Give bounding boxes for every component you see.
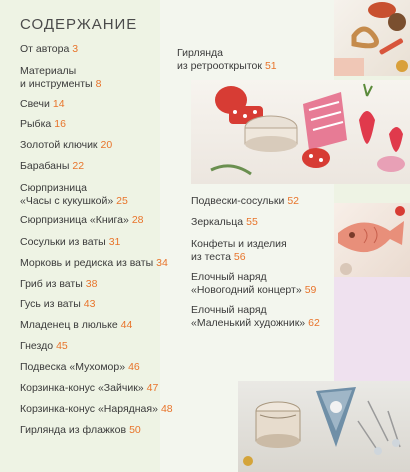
toc-item[interactable] <box>20 381 158 395</box>
toc-item-page: 59 <box>304 284 317 296</box>
pretzel-photo <box>334 0 410 76</box>
fish-photo <box>334 203 410 277</box>
toc-item-page: 20 <box>100 139 113 151</box>
toc-item-title: Елочный наряд <box>191 271 267 283</box>
toc-item-title: «Новогодний концерт» <box>191 284 302 296</box>
toc-item[interactable] <box>177 46 226 60</box>
toc-item-page: 52 <box>287 195 300 207</box>
toc-item[interactable] <box>20 297 95 311</box>
toc-item-page: 8 <box>95 78 102 90</box>
page-title: СОДЕРЖАНИЕ <box>20 16 138 33</box>
toc-item-title: Сюрпризница <box>20 182 88 194</box>
toc-item-title: Рыбка <box>20 118 52 130</box>
toc-item-page: 28 <box>131 214 144 226</box>
toc-item[interactable] <box>191 270 270 284</box>
toc-item[interactable] <box>20 64 79 78</box>
toc-item-title: Гриб из ваты <box>20 278 83 290</box>
toc-item-title: Золотой ключик <box>20 139 98 151</box>
toc-item-page: 51 <box>264 60 277 72</box>
toc-item-title: Зеркальца <box>191 216 244 228</box>
toc-item-title: «Маленький художник» <box>191 317 306 329</box>
toc-item[interactable] <box>191 303 270 317</box>
toc-item-page: 3 <box>72 43 79 55</box>
toc-item[interactable] <box>20 339 68 353</box>
toc-item-title: Барабаны <box>20 160 70 172</box>
toc-item[interactable] <box>20 235 120 249</box>
toc-item-title: Подвеска «Мухомор» <box>20 361 126 373</box>
toc-item[interactable] <box>20 194 128 208</box>
toc-item-title: Материалы <box>20 65 77 77</box>
toc-item-title: Гнездо <box>20 340 54 352</box>
toc-item-title: Корзинка-конус «Зайчик» <box>20 382 144 394</box>
toc-item-page: 38 <box>85 278 98 290</box>
toc-item[interactable] <box>20 181 90 195</box>
toc-item[interactable] <box>20 117 66 131</box>
toc-item-page: 16 <box>54 118 66 130</box>
toc-item-page: 34 <box>156 257 168 269</box>
toc-item-title: из теста <box>191 251 231 263</box>
toc-item[interactable] <box>191 283 316 297</box>
toc-item-title: и инструменты <box>20 78 93 90</box>
toc-item[interactable] <box>20 97 65 111</box>
toc-item-title: из ретрооткрыток <box>177 60 262 72</box>
toc-item[interactable] <box>20 423 141 437</box>
toc-item[interactable] <box>191 194 299 208</box>
toc-item[interactable] <box>20 138 112 152</box>
toc-item-title: Подвески-сосульки <box>191 195 285 207</box>
toc-item-title: Сюрпризница «Книга» <box>20 214 129 226</box>
toc-item[interactable] <box>191 250 246 264</box>
toc-item-page: 25 <box>116 195 128 207</box>
toc-item-title: Гирлянда <box>177 47 224 59</box>
toc-item-title: Гусь из ваты <box>20 298 81 310</box>
toc-item-title: Корзинка-конус «Нарядная» <box>20 403 158 415</box>
toc-item-title: Младенец в люльке <box>20 319 118 331</box>
toc-item-title: Сосульки из ваты <box>20 236 106 248</box>
toc-item-page: 50 <box>129 424 141 436</box>
toc-item[interactable] <box>20 402 173 416</box>
toc-item-page: 31 <box>108 236 121 248</box>
toc-item[interactable] <box>20 360 140 374</box>
toc-item[interactable] <box>177 59 277 73</box>
toc-item-page: 55 <box>246 216 258 228</box>
toc-item[interactable] <box>191 215 258 229</box>
toc-item[interactable] <box>20 159 84 173</box>
toc-item[interactable] <box>191 316 320 330</box>
toc-item-page: 44 <box>120 319 133 331</box>
toc-item[interactable] <box>20 77 101 91</box>
toc-item-title: Морковь и редиска из ваты <box>20 257 154 269</box>
toc-item[interactable] <box>20 318 132 332</box>
toc-item[interactable] <box>20 256 168 270</box>
toc-item-title: Гирлянда из флажков <box>20 424 127 436</box>
toc-item-page: 43 <box>83 298 96 310</box>
toc-item-page: 22 <box>72 160 85 172</box>
toc-item[interactable] <box>20 42 78 56</box>
toy-drum-garland-photo <box>191 80 410 184</box>
toc-item-title: Свечи <box>20 98 50 110</box>
toc-item-title: Конфеты и изделия <box>191 238 287 250</box>
toc-item-title: «Часы с кукушкой» <box>20 195 114 207</box>
toc-item-page: 48 <box>160 403 173 415</box>
drum-and-cone-photo <box>238 381 410 472</box>
toc-item-page: 14 <box>52 98 65 110</box>
toc-item-title: Елочный наряд <box>191 304 267 316</box>
toc-item-page: 47 <box>146 382 159 394</box>
toc-item-page: 62 <box>308 317 320 329</box>
toc-item-title: От автора <box>20 43 70 55</box>
toc-item-page: 45 <box>56 340 68 352</box>
lilac-block <box>334 277 410 381</box>
toc-item[interactable] <box>20 277 97 291</box>
toc-item-page: 46 <box>128 361 140 373</box>
toc-item-page: 56 <box>233 251 246 263</box>
toc-item[interactable] <box>20 213 144 227</box>
toc-item[interactable] <box>191 237 290 251</box>
